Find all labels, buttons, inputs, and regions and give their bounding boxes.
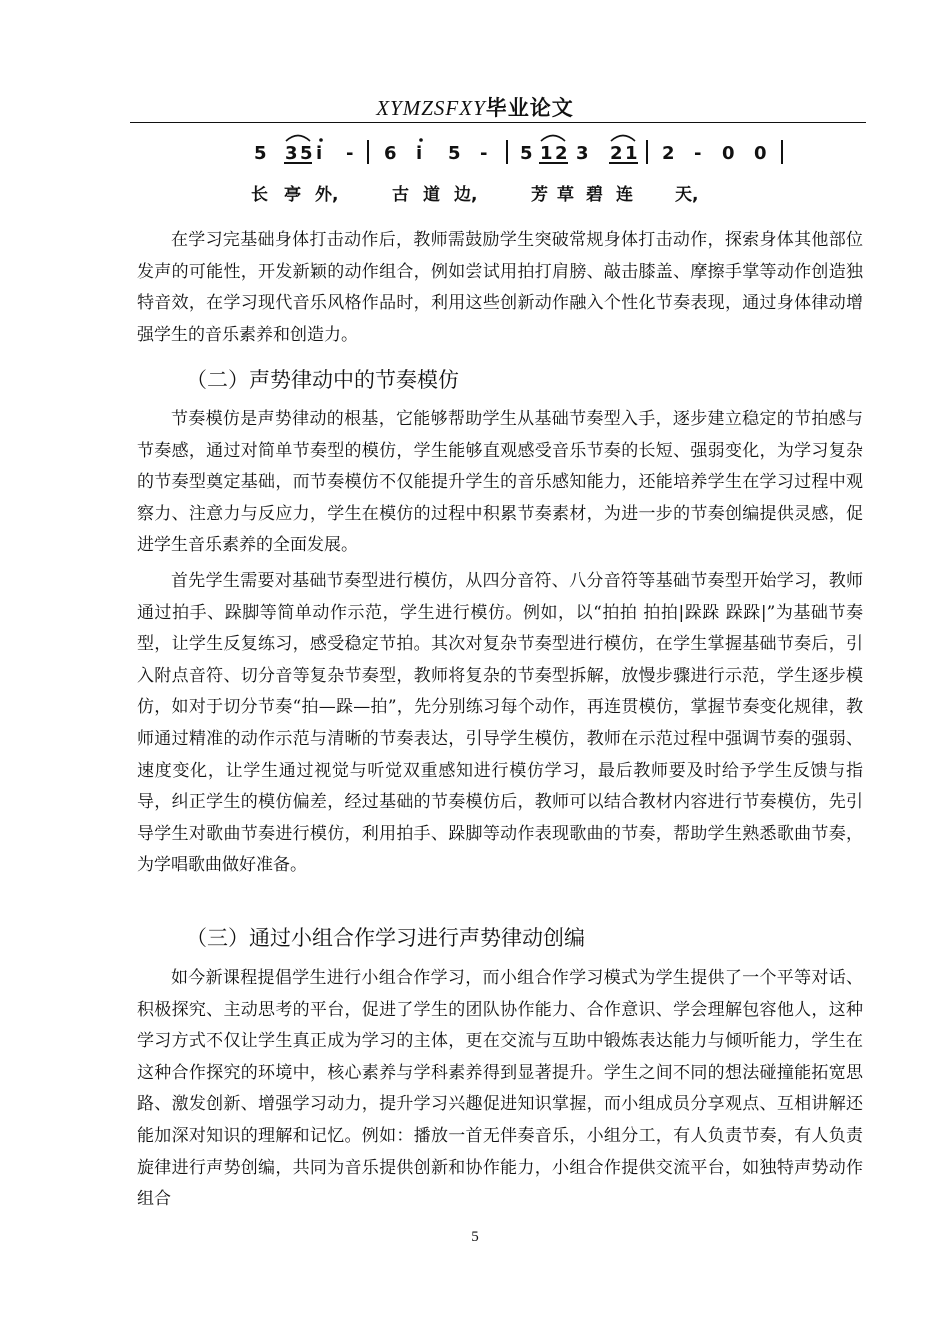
body-paragraph: 节奏模仿是声势律动的根基，它能够帮助学生从基础节奏型入手，逐步建立稳定的节拍感与节奏感，通过对简单节奏型的模仿，学生能够直观感受音乐节奏的长短、强弱变化，为学习复杂的节奏型奠定基础，而节奏模仿不仅能提升学生的音乐感知能力，还能培养学生在学习过程中观察力、注意力与反应力，学生在模仿的过程中积累节奏素材，为进一步的节奏创编提供灵感，促进学生音乐素养的全面发展。	[137, 409, 863, 556]
lyric-char: 连	[616, 185, 633, 205]
note: 3	[576, 143, 589, 164]
note: 6	[384, 143, 397, 164]
body-paragraph: 在学习完基础身体打击动作后，教师需鼓励学生突破常规身体打击动作，探索身体其他部位发声的可能性，开发新颖的动作组合，例如尝试用拍打肩膀、敲击膝盖、摩擦手掌等动作创造独特音效，在学习现代音乐风格作品时，利用这些创新动作融入个性化节奏表现，通过身体律动增强学生的音乐素养和创造力。	[137, 230, 863, 345]
lyric-char: 边,	[454, 185, 478, 205]
lyric-char: 亭	[284, 185, 301, 205]
score-svg	[240, 128, 800, 188]
note: 5	[520, 143, 533, 164]
slur	[286, 136, 310, 142]
lyric-char: 外,	[315, 185, 339, 205]
body-paragraph: 如今新课程提倡学生进行小组合作学习，而小组合作学习模式为学生提供了一个平等对话、积极探究、主动思考的平台，促进了学生的团队协作能力、合作意识、学会理解包容他人，这种学习方式不仅让学生真正成为学习的主体，更在交流与互助中锻炼表达能力与倾听能力，学生在这种合作探究的环境中，核心素养与学科素养得到显著提升。学生之间不同的想法碰撞能拓宽思路、激发创新、增强学习动力，提升学习兴趣促进知识掌握，而小组成员分享观点、互相讲解还能加深对知识的理解和记忆。例如：播放一首无伴奏音乐，小组分工，有人负责节奏，有人负责旋律进行声势创编，共同为音乐提供创新和协作能力，小组合作提供交流平台，如独特声势动作组合	[137, 968, 863, 1210]
note: 0	[754, 143, 767, 164]
octave-dot	[419, 138, 423, 142]
note: -	[694, 143, 702, 164]
header-rule	[130, 122, 866, 123]
lyric-char: 芳	[531, 185, 548, 205]
body-paragraph: 首先学生需要对基础节奏型进行模仿，从四分音符、八分音符等基础节奏型开始学习，教师通过拍手、跺脚等简单动作示范，学生进行模仿。例如，以“拍拍 拍拍|跺跺 跺跺|”为基础节奏型，让学生反复练习，感受稳定节拍。其次对复杂节奏型进行模仿，在学生掌握基础节奏后，引入附点音符、切分音等复杂节奏型，教师将复杂的节奏型拆解，放慢步骤进行示范，学生逐步模仿，如对于切分节奏“拍—跺—拍”，先分别练习每个动作，再连贯模仿，掌握节奏变化规律，教师通过精准的动作示范与清晰的节奏表达，引导学生模仿，教师在示范过程中强调节奏的强弱、速度变化，让学生通过视觉与听觉双重感知进行模仿学习，最后教师要及时给予学生反馈与指导，纠正学生的模仿偏差，经过基础的节奏模仿后，教师可以结合教材内容进行节奏模仿，先引导学生对歌曲节奏进行模仿，利用拍手、跺脚等动作表现歌曲的节奏，帮助学生熟悉歌曲节奏，为学唱歌曲做好准备。	[137, 571, 863, 876]
note: i	[416, 143, 423, 164]
note: -	[346, 143, 354, 164]
lyric-char: 草	[557, 185, 574, 205]
score-lyrics	[251, 180, 771, 210]
lyric-char: 道	[423, 185, 440, 205]
header-latin: XYMZSFXY	[376, 96, 486, 120]
slur	[611, 136, 635, 142]
note: 2	[662, 143, 675, 164]
note: 1	[625, 143, 638, 164]
page-header	[0, 92, 950, 122]
lyric-char: 天,	[675, 185, 699, 205]
section-heading: （二）声势律动中的节奏模仿	[186, 368, 459, 392]
note: 5	[254, 143, 267, 164]
lyric-char: 古	[392, 185, 409, 205]
header-title: 毕业论文	[485, 96, 574, 120]
lyric-char: 碧	[586, 185, 603, 205]
note: 2	[555, 143, 568, 164]
octave-dot	[319, 138, 323, 142]
note: 3	[285, 143, 298, 164]
note: 0	[722, 143, 735, 164]
note: 2	[610, 143, 623, 164]
note: 5	[448, 143, 461, 164]
note: -	[480, 143, 488, 164]
note: 5	[300, 143, 313, 164]
page-number: 5	[471, 1229, 479, 1245]
section-heading: （三）通过小组合作学习进行声势律动创编	[186, 926, 585, 950]
note: i	[316, 143, 323, 164]
slur	[541, 136, 565, 142]
lyric-char: 长	[251, 185, 268, 205]
note: 1	[540, 143, 553, 164]
